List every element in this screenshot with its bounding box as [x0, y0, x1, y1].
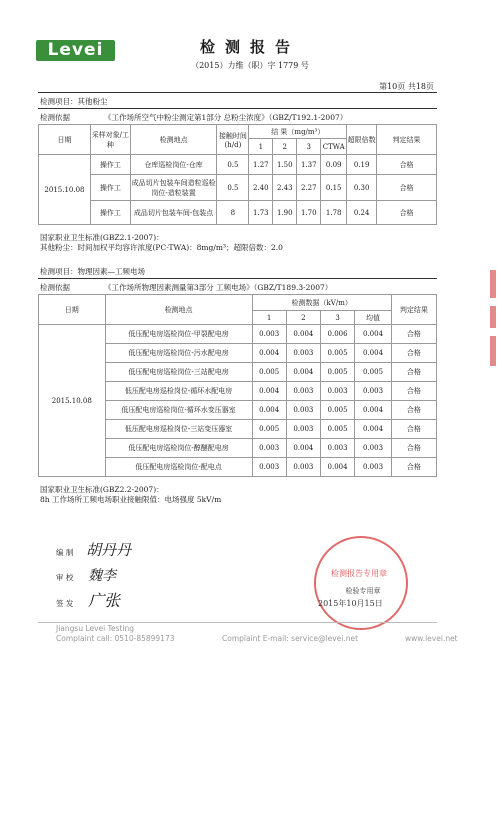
col-c1: 1: [249, 139, 273, 155]
cell-judge: 合格: [377, 201, 437, 225]
review-signature: 魏李: [88, 568, 116, 584]
dust-limit: 其他粉尘：时间加权平均容许浓度(PC-TWA)：8mg/m³；超限倍数：2.0: [40, 243, 283, 252]
cell-location: 低压配电房巡检岗位-三站配电房: [105, 363, 252, 382]
cell-judge: 合格: [391, 420, 436, 439]
seal-note: 检验专用章: [345, 587, 381, 595]
cell-v3: 0.006: [320, 325, 354, 344]
footer-phone: Complaint call: 0510-85899173: [56, 634, 175, 643]
edge-seal-mark: [490, 336, 496, 366]
cell-v3: 1.37: [297, 155, 321, 175]
cell-v2: 1.50: [273, 155, 297, 175]
cell-v1: 2.40: [249, 175, 273, 201]
cell-v1: 0.005: [252, 363, 286, 382]
company-logo: Levei: [36, 40, 115, 61]
section2-basis-label: 检测依据: [40, 283, 70, 292]
cell-v1: 0.003: [252, 325, 286, 344]
cell-v2: 0.003: [286, 420, 320, 439]
cell-v1: 0.003: [252, 439, 286, 458]
cell-v2: 0.004: [286, 363, 320, 382]
cell-location: 低压配电房巡检岗位-配电点: [105, 458, 252, 477]
cell-v2: 2.43: [273, 175, 297, 201]
cell-v3: 0.003: [320, 382, 354, 401]
col-data: 检测数据（kV/m）: [252, 295, 391, 311]
cell-v1: 0.004: [252, 382, 286, 401]
cell-v2: 0.003: [286, 344, 320, 363]
official-seal: [314, 536, 408, 630]
cell-v3: 0.004: [320, 458, 354, 477]
cell-v1: 1.27: [249, 155, 273, 175]
footer-divider: [38, 622, 437, 623]
cell-location: 低压配电房巡检岗位-甲裂配电房: [105, 325, 252, 344]
cell-location: 低压配电房巡检岗位-循环水配电房: [105, 382, 252, 401]
dust-standard: 国家职业卫生标准(GBZ2.1-2007)：: [40, 233, 164, 242]
section2-item: 检测项目：物理因素—工频电场: [40, 267, 145, 276]
cell-judge: 合格: [377, 175, 437, 201]
col-judge: 判定结果: [377, 125, 437, 155]
cell-judge: 合格: [391, 363, 436, 382]
section2-basis: 《工作场所物理因素测量第3部分 工频电场》（GBZ/T189.3-2007）: [104, 283, 333, 292]
issue-label: 签 发: [56, 599, 74, 608]
cell-avg: 0.003: [355, 458, 392, 477]
col-judge: 判定结果: [391, 295, 436, 325]
cell-avg: 0.004: [355, 420, 392, 439]
cell-twa: 1.78: [321, 201, 347, 225]
cell-location: 低压配电房巡检岗位-醇醚配电房: [105, 439, 252, 458]
section1-basis: 《工作场所空气中粉尘测定第1部分 总粉尘浓度》（GBZ/T192.1-2007）: [104, 113, 348, 122]
dust-date: 2015.10.08: [39, 155, 91, 225]
cell-twa: 0.09: [321, 155, 347, 175]
cell-v2: 1.90: [273, 201, 297, 225]
cell-v2: 0.003: [286, 382, 320, 401]
section2-divider: [38, 278, 437, 279]
footer-website: www.levei.net: [405, 634, 458, 643]
col-location: 检测地点: [130, 125, 217, 155]
cell-avg: 0.004: [355, 325, 392, 344]
table-row: [39, 175, 437, 201]
header-divider: [38, 92, 437, 93]
col-ctwa: CTWA: [321, 139, 347, 155]
table-row: [39, 325, 437, 344]
cell-avg: 0.004: [355, 344, 392, 363]
cell-judge: 合格: [391, 325, 436, 344]
col-location: 检测地点: [105, 295, 252, 325]
cell-v2: 0.003: [286, 458, 320, 477]
cell-v3: 0.005: [320, 420, 354, 439]
compile-signature: 胡丹丹: [86, 541, 132, 559]
cell-exceed: 0.19: [347, 155, 377, 175]
cell-location: 成品切片包装车间造粒巡检岗位-造粒装置: [130, 175, 217, 201]
cell-v3: 0.003: [320, 439, 354, 458]
report-title: 检测报告: [199, 38, 300, 56]
seal-date: 2015年10月15日: [318, 599, 383, 608]
edge-seal-mark: [490, 306, 496, 328]
section1-item: 检测项目：其他粉尘: [40, 97, 108, 106]
edge-seal-mark: [490, 270, 496, 298]
cell-judge: 合格: [391, 382, 436, 401]
col-date: 日期: [39, 125, 91, 155]
cell-v1: 0.003: [252, 458, 286, 477]
table-row: [39, 155, 437, 175]
section1-basis-label: 检测依据: [40, 113, 70, 122]
table-row: [39, 201, 437, 225]
col-c2: 2: [273, 139, 297, 155]
cell-avg: 0.003: [355, 382, 392, 401]
cell-judge: 合格: [391, 401, 436, 420]
cell-v3: 1.70: [297, 201, 321, 225]
cell-location: 仓库巡检岗位-仓库: [130, 155, 217, 175]
col-c3: 3: [297, 139, 321, 155]
cell-location: 低压配电房巡检岗位-循环水变压器室: [105, 401, 252, 420]
cell-judge: 合格: [377, 155, 437, 175]
cell-v2: 0.004: [286, 439, 320, 458]
cell-v2: 0.003: [286, 401, 320, 420]
col-c1: 1: [252, 311, 286, 325]
cell-exceed: 0.30: [347, 175, 377, 201]
cell-v1: 0.004: [252, 401, 286, 420]
cell-v3: 0.005: [320, 363, 354, 382]
review-label: 审 校: [56, 573, 74, 582]
cell-time: 8: [217, 201, 249, 225]
cell-avg: 0.003: [355, 439, 392, 458]
col-c2: 2: [286, 311, 320, 325]
footer-email: Complaint E-mail: service@levei.net: [222, 634, 359, 643]
cell-twa: 0.15: [321, 175, 347, 201]
col-c3: 3: [320, 311, 354, 325]
col-result: 结 果（mg/m³）: [249, 125, 347, 139]
cell-location: 成品切片包装车间-包装点: [130, 201, 217, 225]
cell-v1: 1.73: [249, 201, 273, 225]
cell-v3: 0.005: [320, 401, 354, 420]
cell-judge: 合格: [391, 439, 436, 458]
cell-location: 低压配电房巡检岗位-三站变压器室: [105, 420, 252, 439]
cell-subject: 操作工: [90, 201, 130, 225]
cell-subject: 操作工: [90, 155, 130, 175]
dust-table: [38, 124, 437, 225]
compile-label: 编 制: [56, 548, 74, 557]
cell-location: 低压配电房巡检岗位-污水配电房: [105, 344, 252, 363]
cell-v2: 0.004: [286, 325, 320, 344]
section1-divider: [38, 108, 437, 109]
cell-judge: 合格: [391, 458, 436, 477]
cell-subject: 操作工: [90, 175, 130, 201]
cell-judge: 合格: [391, 344, 436, 363]
efield-table: [38, 294, 437, 477]
col-time: 接触时间(h/d): [217, 125, 249, 155]
cell-v1: 0.005: [252, 420, 286, 439]
efield-standard: 国家职业卫生标准(GBZ2.2-2007)：: [40, 485, 164, 494]
page-number: 第10页 共18页: [379, 82, 434, 91]
cell-time: 0.5: [217, 175, 249, 201]
cell-v1: 0.004: [252, 344, 286, 363]
col-avg: 均值: [355, 311, 392, 325]
seal-text: 检测报告专用章: [331, 569, 387, 578]
cell-avg: 0.005: [355, 363, 392, 382]
report-number: （2015）力维（职）字 1779 号: [191, 61, 309, 70]
footer-company: Jiangsu Levei Testing: [56, 624, 134, 633]
cell-avg: 0.004: [355, 401, 392, 420]
col-subject: 采样对象/工种: [90, 125, 130, 155]
cell-exceed: 0.24: [347, 201, 377, 225]
col-exceed: 超限倍数: [347, 125, 377, 155]
cell-time: 0.5: [217, 155, 249, 175]
cell-v3: 0.005: [320, 344, 354, 363]
issue-signature: 广张: [88, 591, 121, 610]
col-date: 日期: [39, 295, 106, 325]
cell-v3: 2.27: [297, 175, 321, 201]
efield-limit: 8h 工作场所工频电场职业接触限值：电场强度 5kV/m: [40, 495, 222, 504]
efield-date: 2015.10.08: [39, 325, 106, 477]
